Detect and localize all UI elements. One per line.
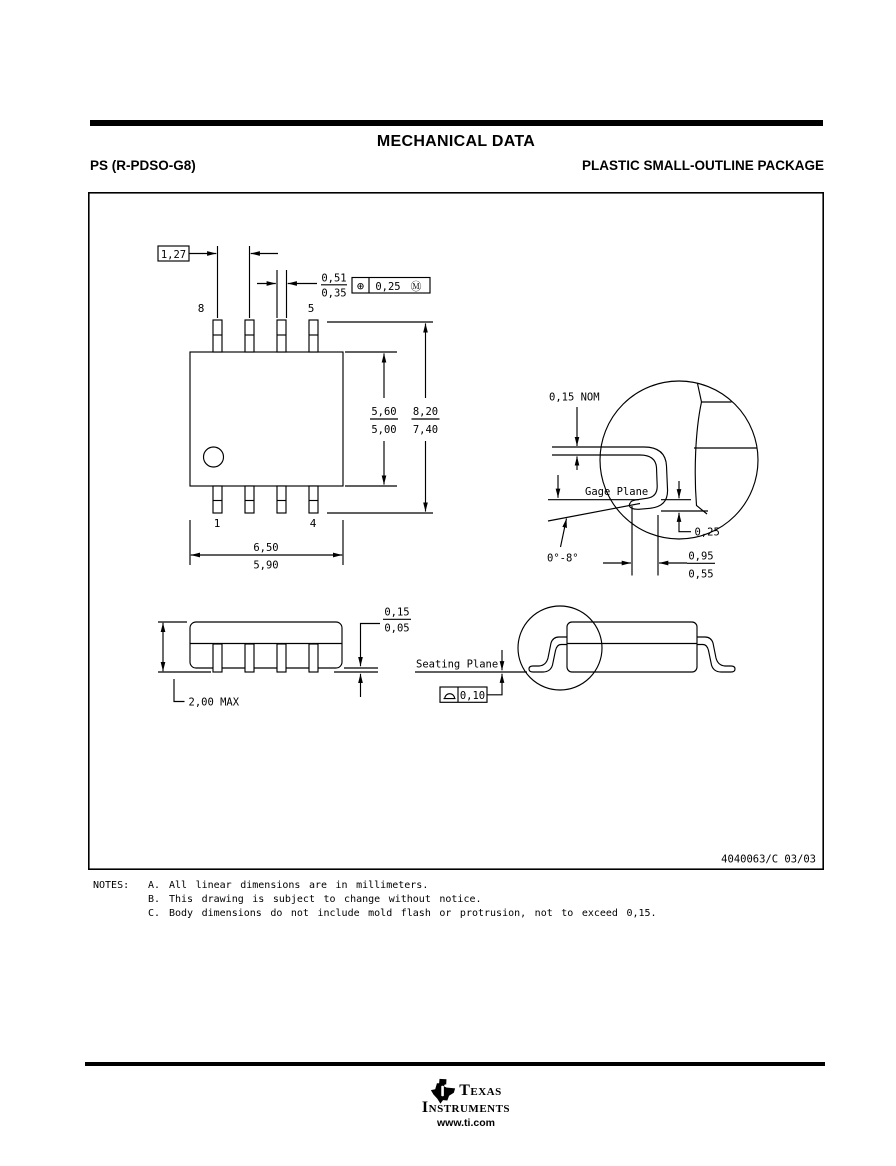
- standoff-min: 0,05: [384, 622, 410, 635]
- lead-width-min: 0,35: [321, 287, 347, 300]
- note-key: A.: [148, 880, 161, 891]
- note-row-b: [93, 893, 657, 907]
- lead-angle: 0°-8°: [547, 552, 579, 565]
- note-text: All linear dimensions are in millimeters.: [169, 880, 429, 891]
- lead-span-max: 8,20: [412, 406, 439, 418]
- package-body-top-view: [190, 352, 343, 486]
- pin-number-4: 4: [309, 517, 317, 530]
- flatness-symbol-icon: [444, 694, 456, 699]
- position-symbol-icon: ⊕: [356, 279, 365, 293]
- lead-thickness: 0,15 NOM: [549, 391, 600, 404]
- note-text: Body dimensions do not include mold flash or protrusion, not to exceed 0,15.: [169, 908, 657, 919]
- ti-website: www.ti.com: [437, 1117, 495, 1129]
- body-length-max: 5,60: [371, 406, 397, 418]
- note-key: C.: [148, 908, 161, 919]
- note-text: This drawing is subject to change without notice.: [169, 894, 482, 905]
- pin-number-5: 5: [307, 302, 315, 315]
- foot-length-min: 0,55: [688, 568, 714, 581]
- foot-length-max: 0,95: [688, 550, 714, 563]
- material-modifier-icon: Ⓜ: [410, 280, 422, 293]
- front-view: [158, 607, 411, 709]
- ti-logo: [398, 1077, 534, 1129]
- package-body-side-view: [567, 622, 697, 672]
- notes-section: [93, 879, 657, 921]
- brand-texas: Texas: [459, 1081, 502, 1099]
- gage-plane-label: Gage Plane: [585, 486, 649, 498]
- lead-width-max: 0,51: [321, 272, 347, 285]
- position-tolerance-frame: [352, 278, 430, 294]
- pin-number-8: 8: [197, 302, 205, 315]
- seating-plane-label: Seating Plane: [416, 658, 499, 671]
- side-view: [415, 606, 735, 702]
- body-width-max: 6,50: [253, 542, 279, 554]
- pitch-dim: 1,27: [160, 248, 187, 261]
- package-code: PS (R-PDSO-G8): [90, 158, 196, 173]
- top-pins: [213, 320, 318, 352]
- lead-span-min: 7,40: [412, 424, 439, 436]
- package-type: PLASTIC SMALL-OUTLINE PACKAGE: [582, 158, 824, 173]
- position-tolerance: 0,25: [375, 281, 401, 293]
- seating-flatness: 0,10: [459, 689, 486, 702]
- bottom-rule: [85, 1062, 825, 1066]
- notes-label: NOTES:: [93, 880, 130, 891]
- body-length-min: 5,00: [371, 424, 397, 436]
- drawing-number: 4040063/C 03/03: [721, 853, 816, 866]
- page-title: MECHANICAL DATA: [376, 133, 536, 150]
- package-height: 2,00 MAX: [188, 696, 240, 709]
- bottom-pins: [213, 486, 318, 513]
- side-view-left-lead: [529, 637, 567, 672]
- pin-number-1: 1: [213, 517, 221, 530]
- top-view: [158, 246, 440, 572]
- gage-offset: 0,25: [694, 526, 720, 539]
- flatness-tolerance-frame: [440, 687, 487, 702]
- standoff-max: 0,15: [384, 606, 410, 619]
- note-key: B.: [148, 894, 161, 905]
- note-row-c: [93, 907, 657, 921]
- brand-instruments: Instruments: [421, 1099, 511, 1116]
- lead-detail: [547, 381, 758, 581]
- body-width-min: 5,90: [253, 559, 279, 572]
- side-view-right-lead: [697, 637, 735, 672]
- note-row-a: [93, 879, 657, 893]
